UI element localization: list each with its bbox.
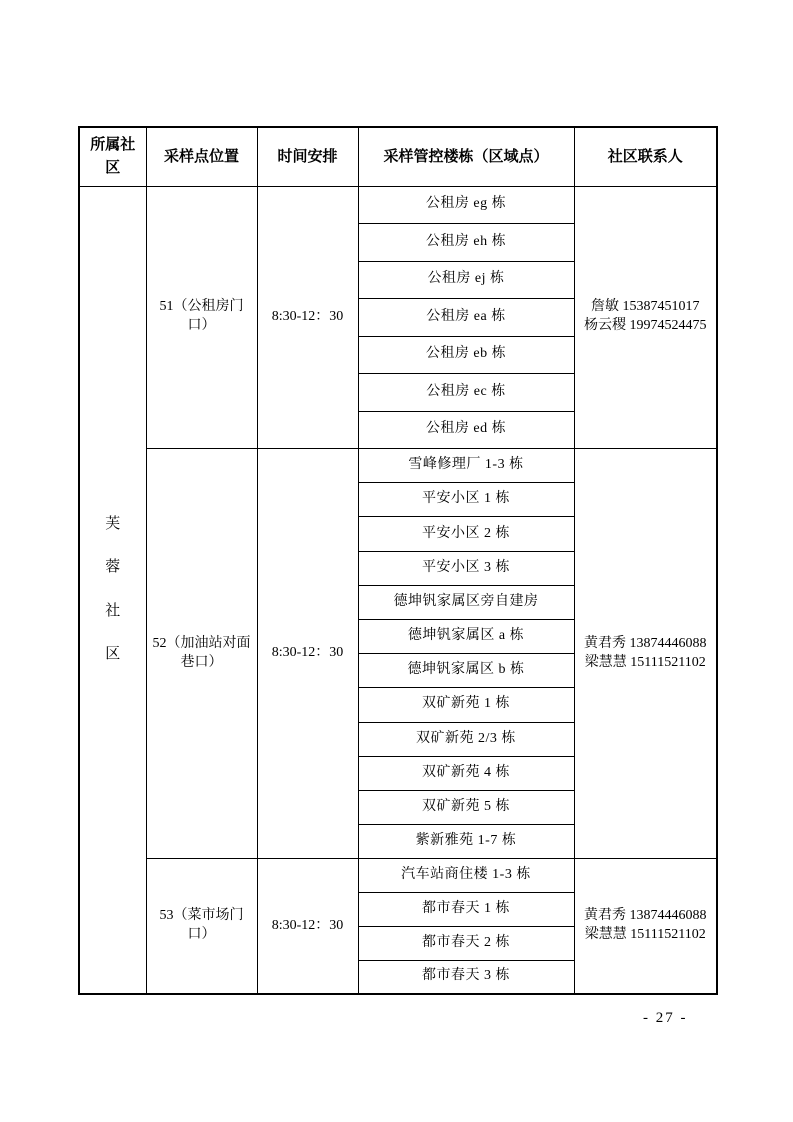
contact-line: 梁慧慧 15111521102 (584, 927, 706, 943)
building-row (79, 449, 717, 483)
location-cell: 51（公租房门口） (146, 186, 257, 449)
building-cell: 都市春天 3 栋 (358, 960, 574, 994)
building-cell: 公租房 eb 栋 (358, 336, 574, 374)
time-cell: 8:30-12：30 (257, 449, 358, 859)
building-cell: 德坤钒家属区 b 栋 (358, 654, 574, 688)
building-cell: 德坤钒家属区 a 栋 (358, 619, 574, 653)
header-time: 时间安排 (257, 127, 358, 186)
time-cell: 8:30-12：30 (257, 186, 358, 449)
contact-cell (574, 859, 717, 994)
header-community: 所属社区 (79, 127, 146, 186)
time-cell: 8:30-12：30 (257, 859, 358, 994)
building-cell: 德坤钒家属区旁自建房 (358, 585, 574, 619)
building-cell: 公租房 ej 栋 (358, 261, 574, 299)
contact-line: 梁慧慧 15111521102 (584, 654, 706, 670)
building-cell: 公租房 eg 栋 (358, 186, 574, 224)
community-cell (79, 186, 146, 994)
header-contact: 社区联系人 (574, 127, 717, 186)
building-cell: 紫新雅苑 1-7 栋 (358, 825, 574, 859)
building-row (79, 859, 717, 893)
contact-line: 杨云稷 19974524475 (584, 318, 707, 334)
header-buildings: 采样管控楼栋（区域点） (358, 127, 574, 186)
building-cell: 公租房 ea 栋 (358, 299, 574, 337)
building-cell: 平安小区 1 栋 (358, 483, 574, 517)
building-cell: 都市春天 1 栋 (358, 893, 574, 927)
building-row (79, 186, 717, 224)
building-cell: 雪峰修理厂 1-3 栋 (358, 449, 574, 483)
building-cell: 双矿新苑 1 栋 (358, 688, 574, 722)
building-cell: 汽车站商住楼 1-3 栋 (358, 859, 574, 893)
page-number: - 27 - (643, 1010, 688, 1026)
sampling-table (78, 126, 718, 995)
contact-line: 黄君秀 13874446088 (584, 908, 707, 924)
building-cell: 公租房 eh 栋 (358, 224, 574, 262)
building-cell: 都市春天 2 栋 (358, 926, 574, 960)
table-header-row (79, 127, 717, 186)
contact-cell (574, 186, 717, 449)
building-cell: 公租房 ed 栋 (358, 411, 574, 449)
building-cell: 公租房 ec 栋 (358, 374, 574, 412)
contact-line: 黄君秀 13874446088 (584, 635, 707, 651)
community-label: 芙蓉社区 (105, 515, 121, 663)
building-cell: 双矿新苑 5 栋 (358, 790, 574, 824)
header-location: 采样点位置 (146, 127, 257, 186)
building-cell: 平安小区 2 栋 (358, 517, 574, 551)
location-cell: 53（菜市场门口） (146, 859, 257, 994)
building-cell: 双矿新苑 4 栋 (358, 756, 574, 790)
location-cell: 52（加油站对面巷口） (146, 449, 257, 859)
building-cell: 双矿新苑 2/3 栋 (358, 722, 574, 756)
building-cell: 平安小区 3 栋 (358, 551, 574, 585)
contact-cell (574, 449, 717, 859)
contact-line: 詹敏 15387451017 (591, 299, 700, 315)
